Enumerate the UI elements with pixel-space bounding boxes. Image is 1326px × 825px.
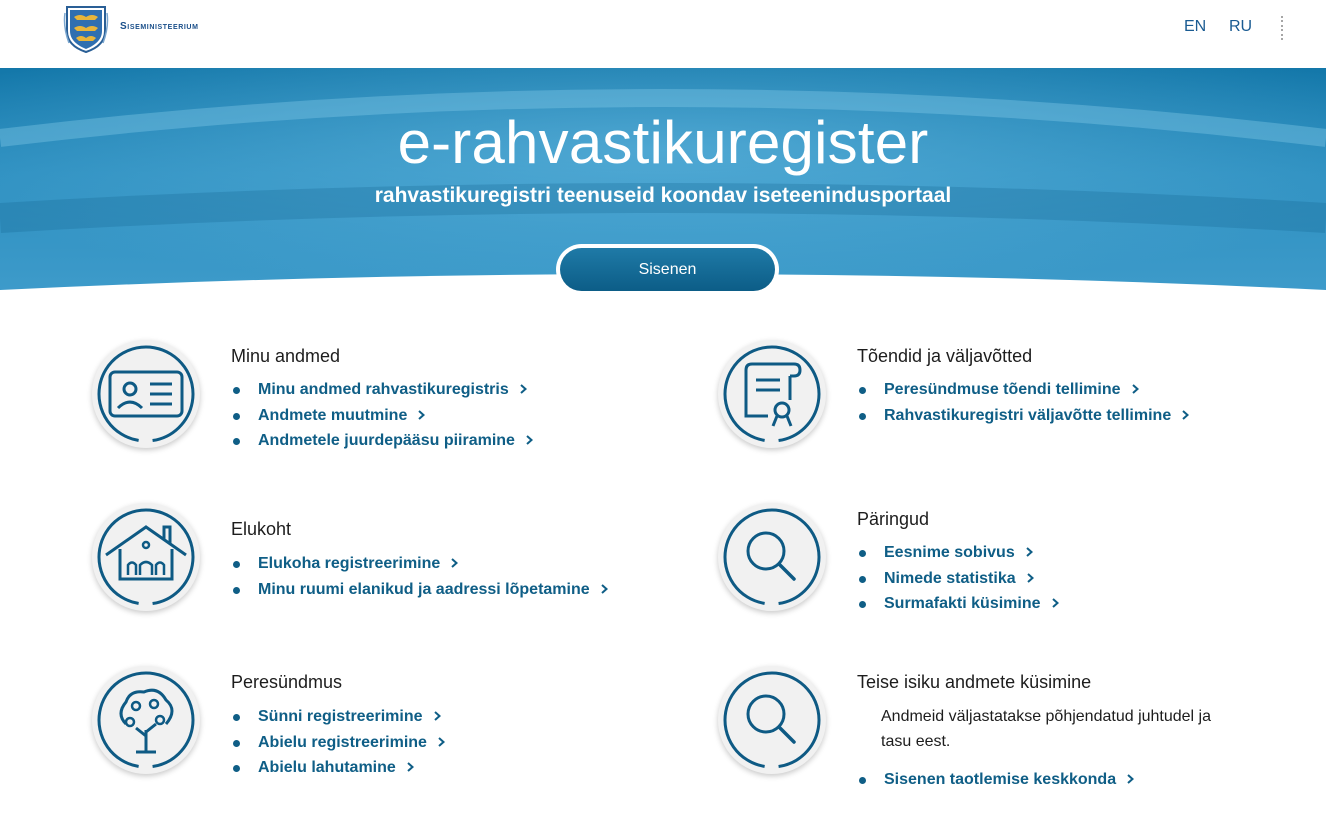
- section-title: Teise isiku andmete küsimine: [857, 672, 1092, 692]
- link-label: Minu andmed rahvastikuregistris: [258, 381, 509, 398]
- link-andmete-muutmine[interactable]: [231, 403, 535, 429]
- enter-button-label: Sisenen: [560, 248, 775, 291]
- link-andmetele-juurdepaasu-piiramine[interactable]: [231, 428, 535, 454]
- enter-button[interactable]: [556, 244, 779, 295]
- chevron-right-icon: [1049, 597, 1061, 609]
- section-title: Elukoht: [231, 519, 292, 539]
- chevron-right-icon: [1129, 383, 1141, 395]
- link-label: Sisenen taotlemise keskkonda: [884, 771, 1117, 788]
- search-icon: [718, 666, 826, 774]
- section-title: Tõendid ja väljavõtted: [857, 346, 1033, 366]
- chevron-right-icon: [448, 557, 460, 569]
- ministry-name: Siseministeerium: [120, 20, 199, 32]
- link-sunni-registreerimine[interactable]: [231, 704, 447, 730]
- certificate-icon: [718, 340, 826, 448]
- link-label: Eesnime sobivus: [884, 544, 1015, 561]
- coat-of-arms-icon: [63, 3, 109, 53]
- section-description: Andmeid väljastatakse põhjendatud juhtudel ja tasu eest.: [881, 708, 1212, 750]
- link-label: Andmetele juurdepääsu piiramine: [258, 432, 515, 449]
- chevron-right-icon: [431, 710, 443, 722]
- link-list: [231, 377, 535, 454]
- link-list: [857, 767, 1136, 793]
- link-label: Abielu lahutamine: [258, 759, 396, 776]
- chevron-right-icon: [404, 761, 416, 773]
- chevron-right-icon: [1023, 546, 1035, 558]
- link-surmafakti-kusimine[interactable]: [857, 591, 1061, 617]
- language-en-link[interactable]: EN: [1184, 18, 1207, 35]
- link-minu-ruumi-elanikud[interactable]: [231, 577, 610, 603]
- chevron-right-icon: [517, 383, 529, 395]
- link-label: Sünni registreerimine: [258, 708, 423, 725]
- link-label: Peresündmuse tõendi tellimine: [884, 381, 1121, 398]
- link-sisenen-taotlemise-keskkonda[interactable]: [857, 767, 1136, 793]
- link-list: [231, 551, 610, 602]
- link-peresundmuse-toendi-tellimine[interactable]: [857, 377, 1191, 403]
- chevron-right-icon: [1024, 572, 1036, 584]
- section-title: Päringud: [857, 509, 930, 529]
- hero-subtitle: rahvastikuregistri teenuseid koondav iseteenindusportaal: [374, 184, 952, 207]
- chevron-right-icon: [598, 583, 610, 595]
- section-title: Minu andmed: [231, 346, 341, 366]
- link-label: Surmafakti küsimine: [884, 595, 1041, 612]
- house-icon: [92, 503, 200, 611]
- ministry-logo[interactable]: [63, 3, 199, 53]
- chevron-right-icon: [415, 409, 427, 421]
- search-icon: [718, 503, 826, 611]
- link-list: [857, 377, 1191, 428]
- hero-banner: [0, 68, 1326, 304]
- link-eesnime-sobivus[interactable]: [857, 540, 1061, 566]
- link-list: [857, 540, 1061, 617]
- id-card-icon: [92, 340, 200, 448]
- link-label: Abielu registreerimine: [258, 733, 427, 751]
- hero-title: e-rahvastikuregister: [397, 109, 929, 176]
- link-nimede-statistika[interactable]: [857, 566, 1061, 592]
- family-tree-icon: [92, 666, 200, 774]
- link-minu-andmed-rahvastikuregistris[interactable]: [231, 377, 535, 403]
- chevron-right-icon: [1124, 773, 1136, 785]
- language-ru-link[interactable]: RU: [1229, 18, 1253, 35]
- link-label: Minu ruumi elanikud ja aadressi lõpetamine: [258, 580, 590, 598]
- chevron-right-icon: [1179, 409, 1191, 421]
- link-label: Elukoha registreerimine: [258, 555, 441, 572]
- link-elukoha-registreerimine[interactable]: [231, 551, 610, 577]
- link-rahvastikuregistri-valjavotte-tellimine[interactable]: [857, 403, 1191, 429]
- link-label: Andmete muutmine: [258, 406, 408, 424]
- chevron-right-icon: [523, 434, 535, 446]
- link-list: [231, 704, 447, 781]
- link-label: Rahvastikuregistri väljavõtte tellimine: [884, 406, 1172, 424]
- link-abielu-lahutamine[interactable]: [231, 755, 447, 781]
- link-label: Nimede statistika: [884, 569, 1016, 587]
- chevron-right-icon: [435, 736, 447, 748]
- more-menu-icon[interactable]: [1280, 16, 1284, 40]
- section-title: Peresündmus: [231, 672, 343, 692]
- link-abielu-registreerimine[interactable]: [231, 730, 447, 756]
- top-header: [0, 0, 1326, 68]
